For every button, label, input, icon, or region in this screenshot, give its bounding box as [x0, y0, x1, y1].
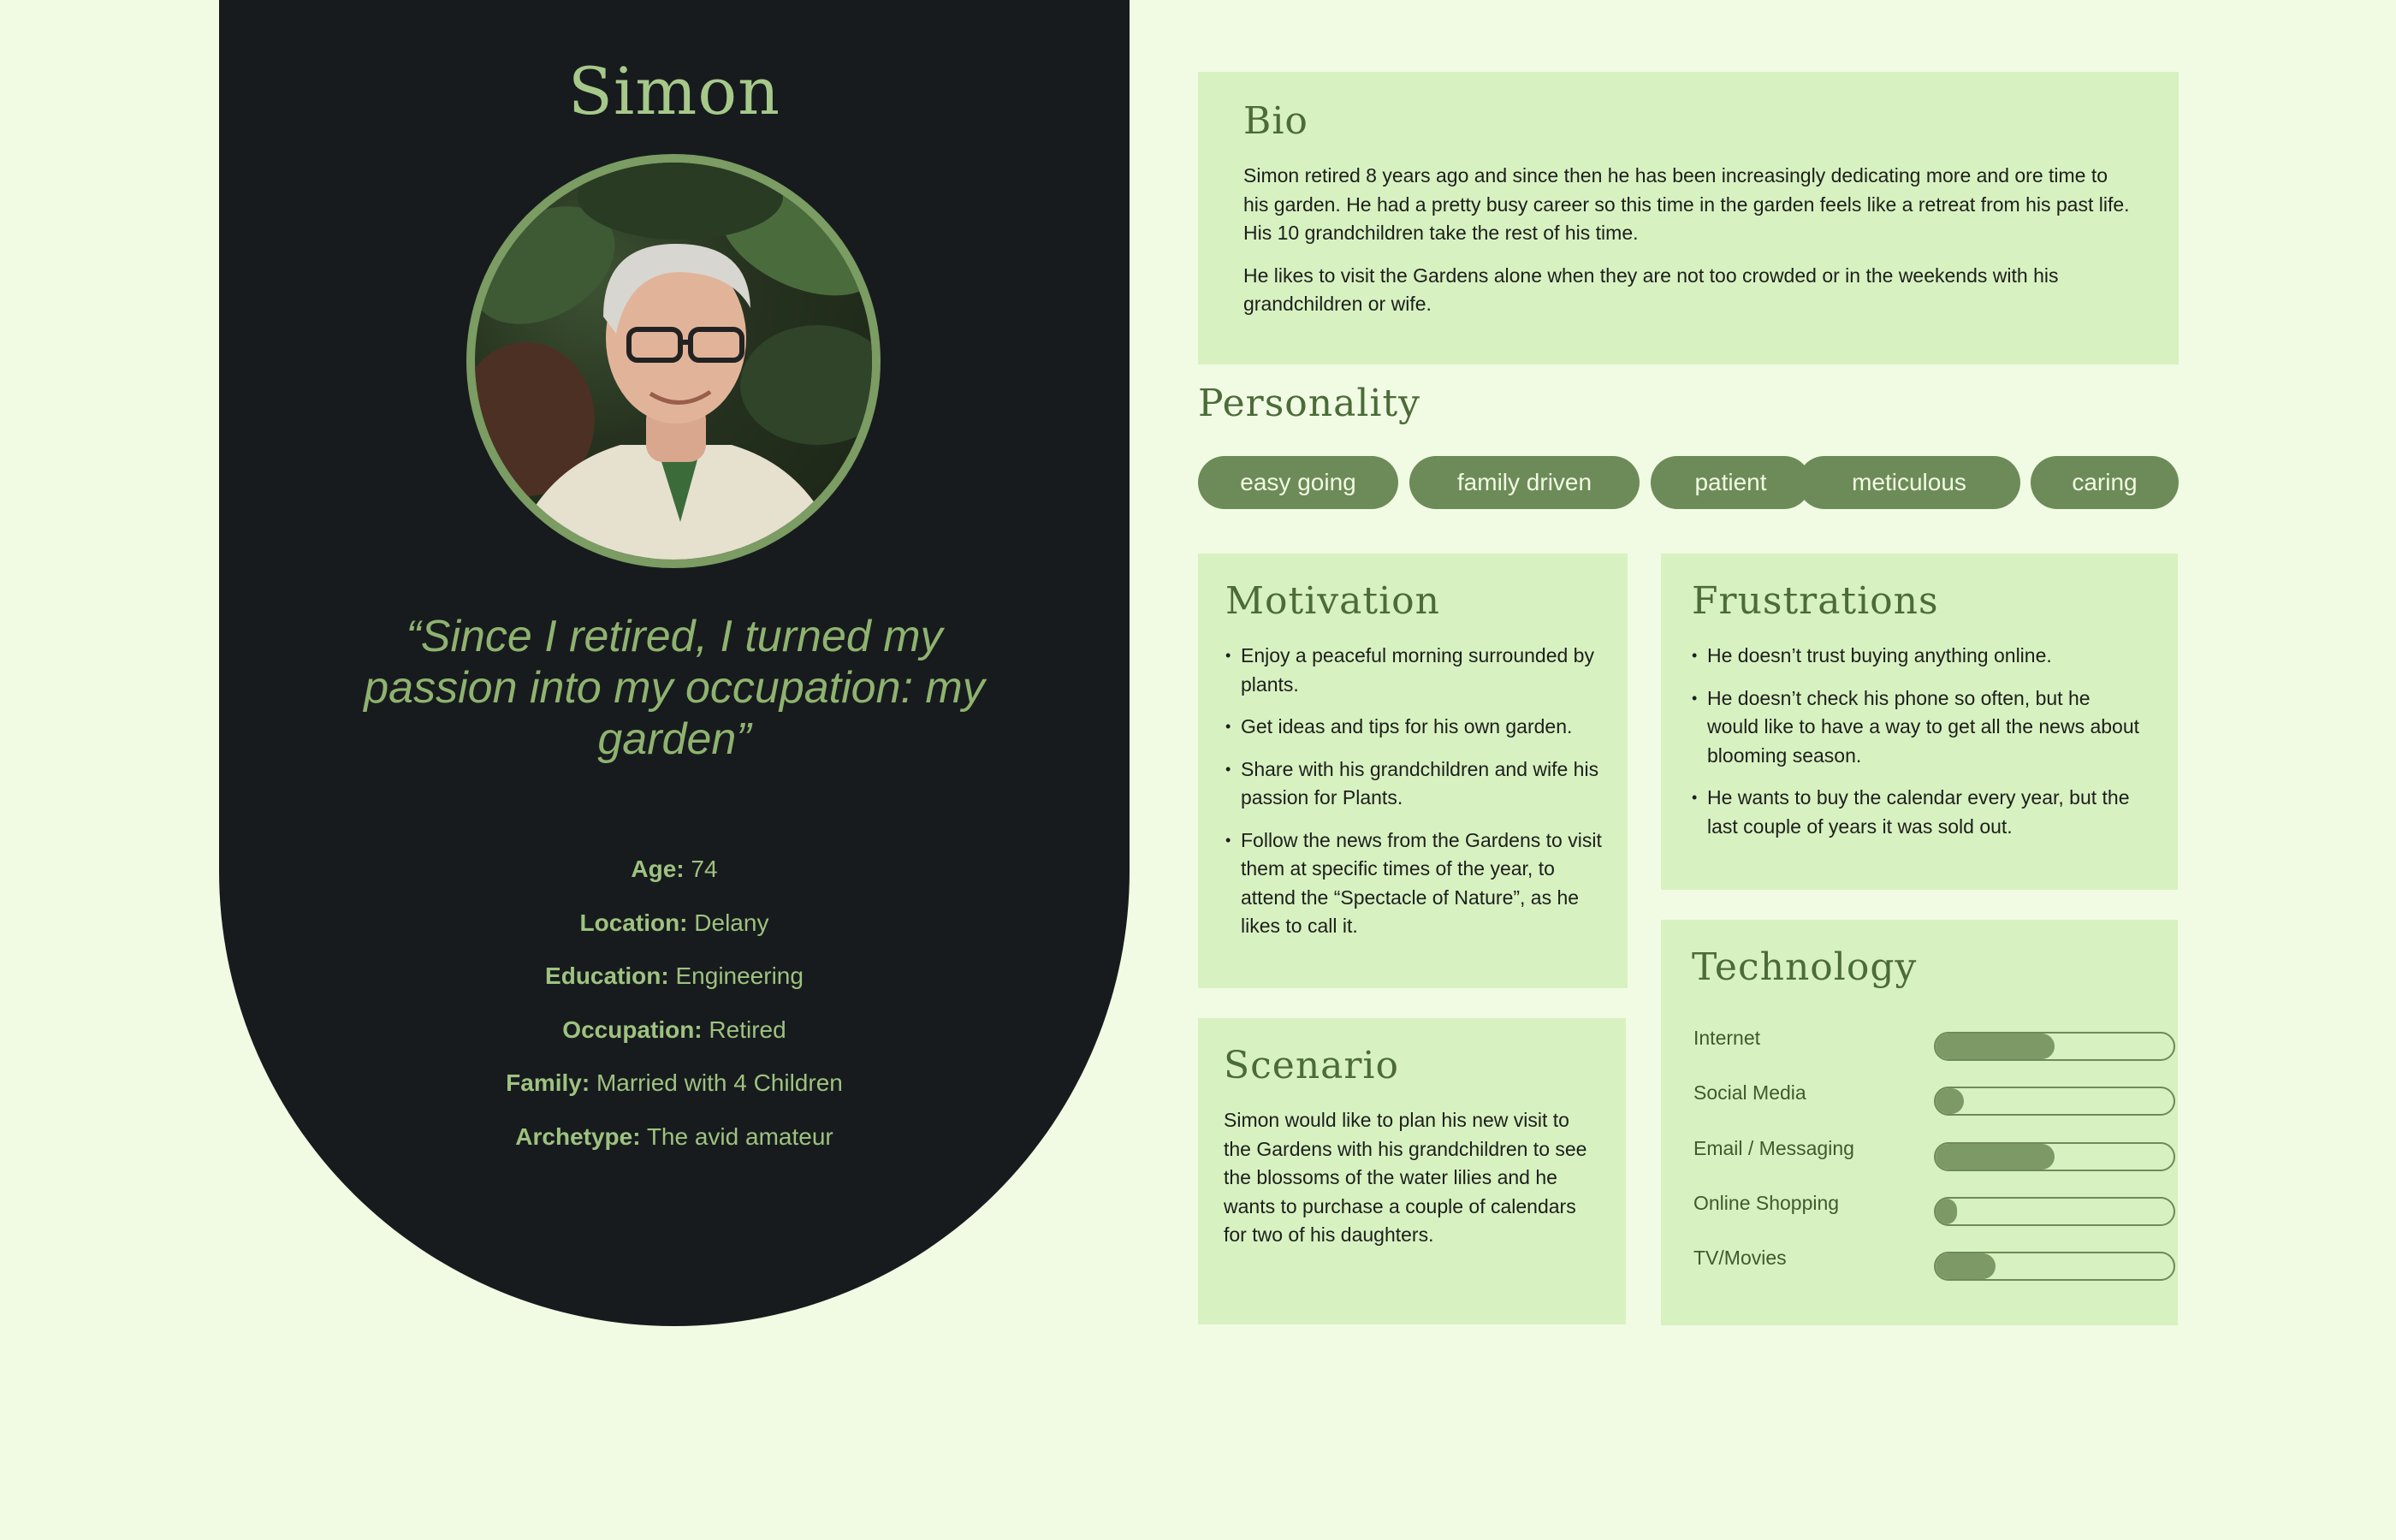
list-item: • He wants to buy the calendar every year, but the last couple of years it was sold out. [1692, 784, 2144, 841]
tech-level-bar [1934, 1252, 2175, 1281]
technology-title: Technology [1692, 945, 1918, 989]
fact-label: Archetype: [515, 1122, 641, 1150]
tech-level-bar [1934, 1142, 2175, 1171]
tech-level-bar [1934, 1087, 2175, 1116]
persona-quote: “Since I retired, I turned my passion into my occupation: my garden” [364, 612, 985, 764]
list-item: • Follow the news from the Gardens to visit them at specific times of the year, to attend the “Spectacle of Nature”, as he likes to call it. [1225, 826, 1602, 941]
bio-paragraph: Simon retired 8 years ago and since then he has been increasingly dedicating more and ore time to his garden. He had a pretty busy career so this time in the garden feels like a retreat from his past life. His 10 grandchildren take the rest of his time. [1243, 164, 2130, 244]
persona-facts [219, 852, 1130, 1173]
fact-education [219, 959, 1130, 1013]
profile-panel [219, 0, 1130, 1326]
fact-value: Retired [709, 1016, 786, 1043]
bio-paragraph: He likes to visit the Gardens alone when they are not too crowded or in the weekends with his grandchildren or wife. [1243, 264, 2059, 315]
tech-level-bar [1934, 1197, 2175, 1226]
tech-level-fill [1936, 1088, 1964, 1114]
fact-value: 74 [691, 856, 718, 882]
fact-location [219, 906, 1130, 960]
tech-level-fill [1936, 1034, 2055, 1059]
motivation-title: Motivation [1225, 579, 1440, 623]
frustrations-list [1692, 642, 2144, 841]
motivation-list [1225, 642, 1602, 941]
fact-age [219, 852, 1130, 906]
bio-card [1198, 72, 2179, 364]
fact-label: Occupation: [562, 1016, 703, 1043]
list-item: • He doesn’t trust buying anything online. [1692, 642, 2144, 671]
fact-occupation [219, 1013, 1130, 1067]
tech-label: Online Shopping [1693, 1192, 1840, 1214]
personality-tag: patient [1651, 456, 1811, 509]
fact-family [219, 1066, 1130, 1120]
technology-card [1661, 920, 2178, 1325]
fact-label: Age: [631, 856, 685, 882]
fact-value: Delany [694, 909, 769, 936]
motivation-card [1198, 554, 1628, 988]
tech-level-fill [1936, 1253, 1996, 1279]
tech-label: Internet [1693, 1027, 1760, 1049]
scenario-text: Simon would like to plan his new visit to the Gardens with his grandchildren to see the blossoms of the water lilies and he wants to purchase a couple of calendars for two of his daughters. [1224, 1109, 1587, 1246]
list-item: • Enjoy a peaceful morning surrounded by plants. [1225, 642, 1602, 699]
list-item: • Get ideas and tips for his own garden. [1225, 713, 1602, 742]
tech-label: Social Media [1693, 1081, 1806, 1104]
tech-label: TV/Movies [1693, 1247, 1787, 1269]
fact-value: Engineering [675, 962, 804, 989]
tech-level-fill [1936, 1144, 2055, 1170]
tech-label: Email / Messaging [1693, 1137, 1854, 1159]
fact-value: The avid amateur [646, 1122, 833, 1150]
fact-label: Family: [506, 1069, 590, 1096]
frustrations-title: Frustrations [1692, 579, 1939, 623]
fact-label: Location: [579, 909, 688, 936]
bio-text [1243, 162, 2134, 319]
tech-level-bar [1934, 1032, 2175, 1061]
list-item: • Share with his grandchildren and wife his passion for Plants. [1225, 755, 1602, 813]
persona-name: Simon [567, 53, 781, 129]
fact-label: Education: [545, 962, 669, 989]
fact-archetype [219, 1120, 1130, 1174]
bio-title: Bio [1243, 99, 1308, 143]
tech-level-fill [1936, 1199, 1957, 1224]
personality-tag: meticulous [1798, 456, 2020, 509]
avatar [466, 154, 881, 568]
fact-value: Married with 4 Children [596, 1069, 843, 1096]
personality-tag: family driven [1409, 456, 1640, 509]
scenario-card [1198, 1018, 1626, 1324]
portrait-image [475, 163, 872, 560]
personality-tag: easy going [1198, 456, 1398, 509]
frustrations-card [1661, 554, 2178, 890]
personality-title: Personality [1198, 382, 1421, 425]
list-item: • He doesn’t check his phone so often, but he would like to have a way to get all the news about blooming season. [1692, 684, 2144, 771]
personality-tag: caring [2031, 456, 2179, 509]
scenario-title: Scenario [1224, 1044, 1399, 1087]
